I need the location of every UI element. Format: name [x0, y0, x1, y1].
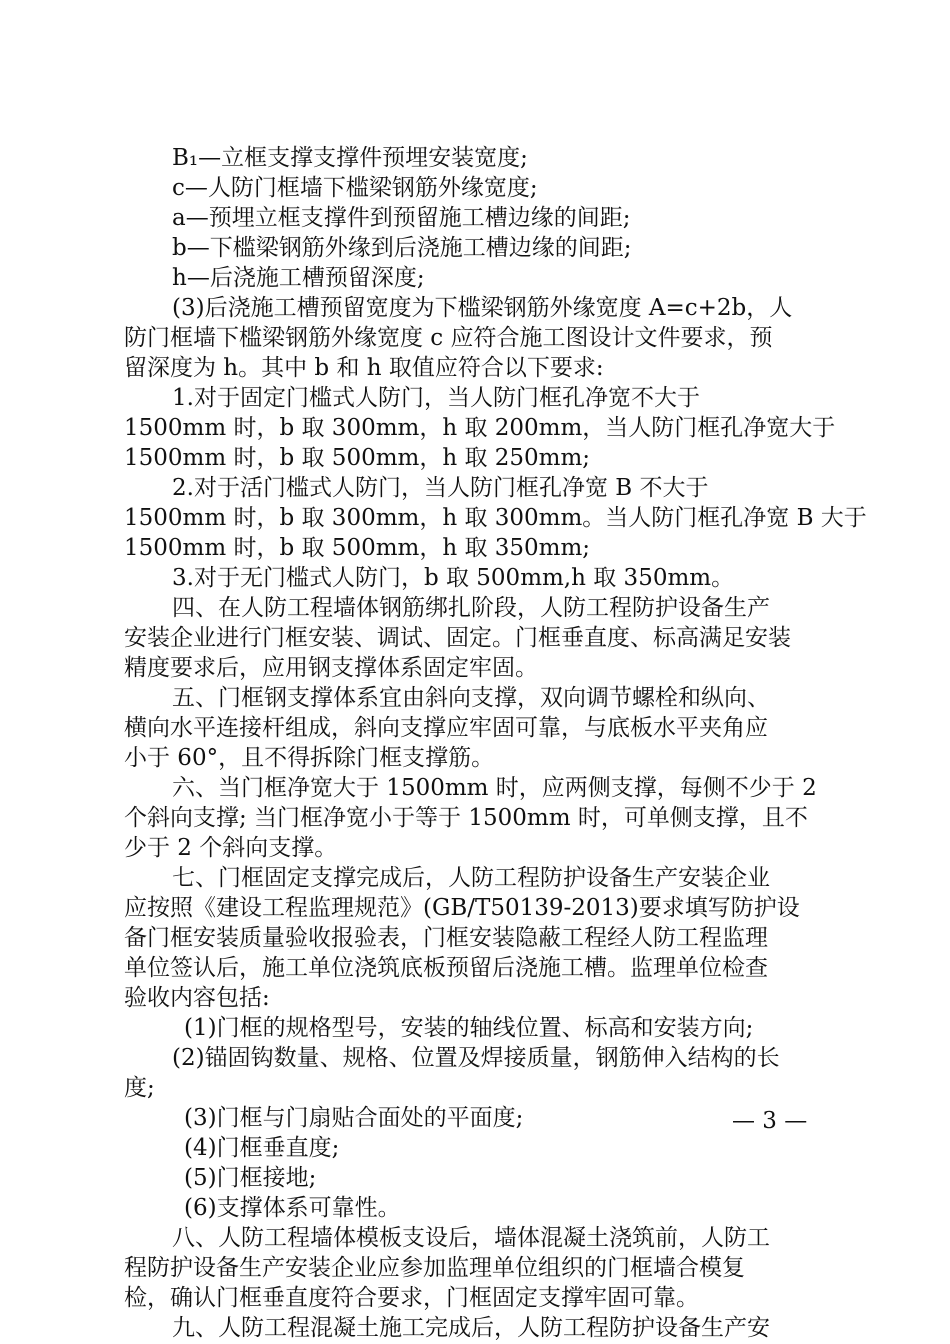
text-line: 八、人防工程墙体模板支设后，墙体混凝土浇筑前，人防工 — [172, 1225, 770, 1251]
text-line: 留深度为 h。其中 b 和 h 取值应符合以下要求: — [124, 355, 604, 381]
text-line: 五、门框钢支撑体系宜由斜向支撑，双向调节螺栓和纵向、 — [172, 685, 770, 711]
text-line: 备门框安装质量验收报验表，门框安装隐蔽工程经人防工程监理 — [124, 925, 768, 951]
text-line: (1)门框的规格型号，安装的轴线位置、标高和安装方向; — [184, 1015, 754, 1041]
text-line: 1.对于固定门槛式人防门，当人防门框孔净宽不大于 — [172, 385, 700, 411]
text-line: 1500mm 时，b 取 500mm，h 取 250mm; — [124, 445, 591, 471]
text-line: (5)门框接地; — [184, 1165, 317, 1191]
text-line: (3)门框与门扇贴合面处的平面度; — [184, 1105, 524, 1131]
document-body — [124, 143, 867, 1343]
text-line: 小于 60°，且不得拆除门框支撑筋。 — [124, 745, 495, 771]
text-line: 横向水平连接杆组成，斜向支撑应牢固可靠，与底板水平夹角应 — [124, 715, 768, 741]
text-line: (4)门框垂直度; — [184, 1135, 340, 1161]
text-line: 精度要求后，应用钢支撑体系固定牢固。 — [124, 655, 538, 681]
text-line: 七、门框固定支撑完成后，人防工程防护设备生产安装企业 — [172, 865, 770, 891]
text-line: a—预埋立框支撑件到预留施工槽边缘的间距; — [172, 205, 631, 231]
text-line: 安装企业进行门框安装、调试、固定。门框垂直度、标高满足安装 — [124, 625, 791, 651]
text-line: 1500mm 时，b 取 300mm，h 取 200mm，当人防门框孔净宽大于 — [124, 415, 836, 441]
text-line: 单位签认后，施工单位浇筑底板预留后浇施工槽。监理单位检查 — [124, 955, 768, 981]
text-line: B₁—立框支撑支撑件预埋安装宽度; — [172, 145, 528, 171]
text-line: 程防护设备生产安装企业应参加监理单位组织的门框墙合模复 — [124, 1255, 745, 1281]
text-line: 3.对于无门槛式人防门，b 取 500mm,h 取 350mm。 — [172, 565, 735, 591]
text-line: 1500mm 时，b 取 300mm，h 取 300mm。当人防门框孔净宽 B 大于 — [124, 505, 867, 531]
text-line: 四、在人防工程墙体钢筋绑扎阶段，人防工程防护设备生产 — [172, 595, 770, 621]
text-line: (6)支撑体系可靠性。 — [184, 1195, 401, 1221]
text-line: c—人防门框墙下槛梁钢筋外缘宽度; — [172, 175, 538, 201]
text-line: 验收内容包括: — [124, 985, 270, 1011]
text-line: 六、当门框净宽大于 1500mm 时，应两侧支撑，每侧不少于 2 — [172, 775, 817, 801]
text-line: 应按照《建设工程监理规范》(GB/T50139-2013)要求填写防护设 — [124, 895, 800, 921]
page-number: — 3 — — [732, 1108, 808, 1134]
text-line: 防门框墙下槛梁钢筋外缘宽度 c 应符合施工图设计文件要求，预 — [124, 325, 773, 351]
text-line: 个斜向支撑; 当门框净宽小于等于 1500mm 时，可单侧支撑，且不 — [124, 805, 808, 831]
text-line: h—后浇施工槽预留深度; — [172, 265, 425, 291]
text-line: 检，确认门框垂直度符合要求，门框固定支撑牢固可靠。 — [124, 1285, 699, 1311]
text-line: (3)后浇施工槽预留宽度为下槛梁钢筋外缘宽度 A=c+2b，人 — [172, 295, 793, 321]
text-line: 2.对于活门槛式人防门，当人防门框孔净宽 B 不大于 — [172, 475, 709, 501]
text-line: b—下槛梁钢筋外缘到后浇施工槽边缘的间距; — [172, 235, 632, 261]
text-line: 度; — [124, 1075, 155, 1101]
text-line: 九、人防工程混凝土施工完成后，人防工程防护设备生产安 — [172, 1315, 770, 1341]
text-line: (2)锚固钩数量、规格、位置及焊接质量，钢筋伸入结构的长 — [172, 1045, 780, 1071]
text-line: 1500mm 时，b 取 500mm，h 取 350mm; — [124, 535, 591, 561]
text-line: 少于 2 个斜向支撑。 — [124, 835, 338, 861]
